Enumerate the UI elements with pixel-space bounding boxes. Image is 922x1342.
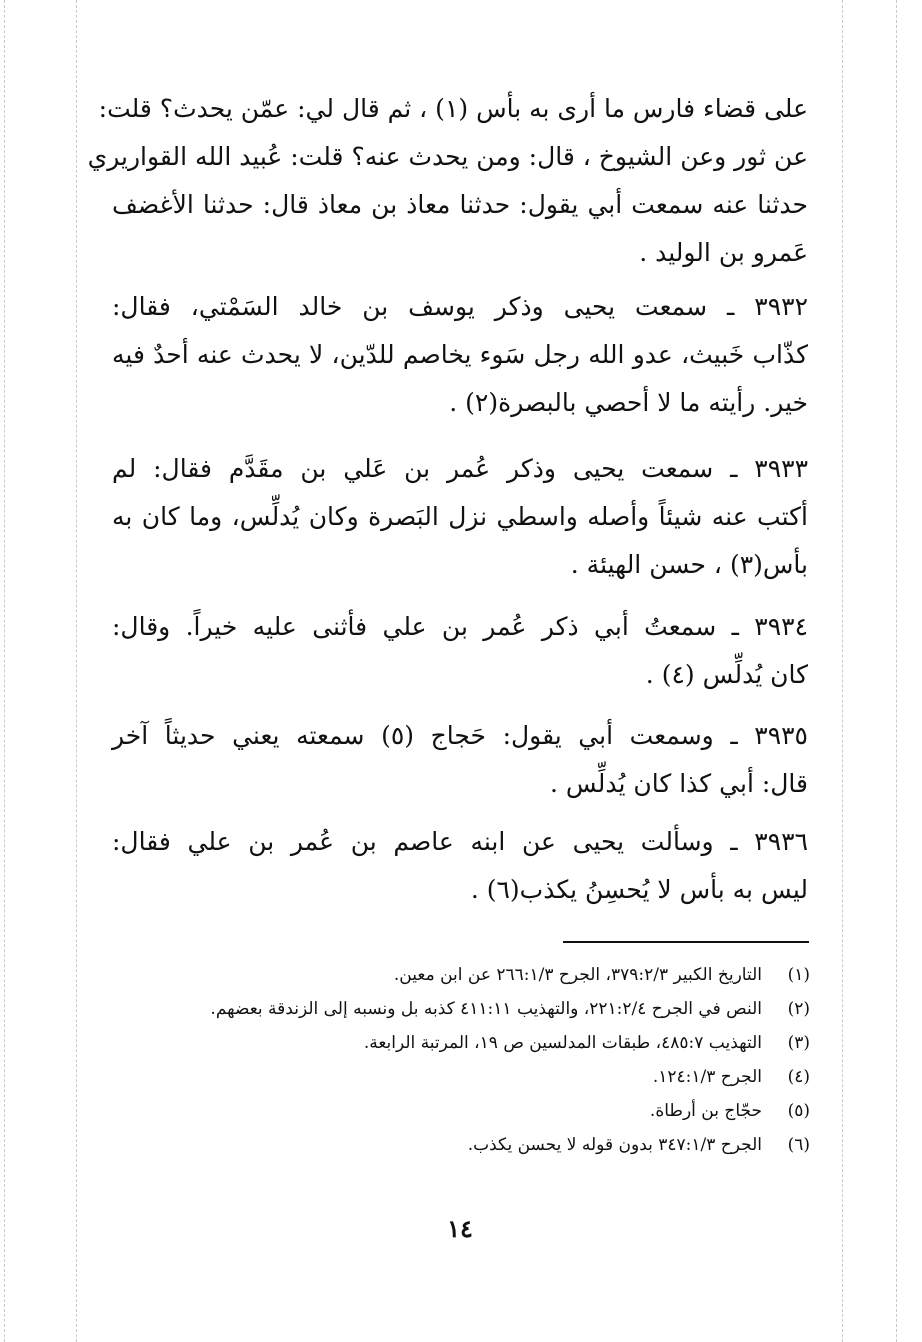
page-number: ١٤ <box>447 1214 473 1243</box>
text-line: عن ثور وعن الشيوخ ، قال: ومن يحدث عنه؟ قلت: عُبيد الله القواريري <box>87 142 808 171</box>
footnote <box>130 958 810 992</box>
text-line: ٣٩٣٤ ـ سمعتُ أبي ذكر عُمر بن علي فأثنى عليه خيراً. وقال: <box>112 612 808 641</box>
footnote-number: (٤) <box>787 1067 810 1087</box>
text-line: ٣٩٣٦ ـ وسألت يحيى عن ابنه عاصم بن عُمر بن علي فقال: <box>112 827 808 856</box>
entry-3933 <box>112 445 808 589</box>
footnote-number: (٦) <box>787 1135 810 1155</box>
text-line: على قضاء فارس ما أرى به بأس (١) ، ثم قال لي: عمّن يحدث؟ قلت: <box>98 94 808 123</box>
footnote-text: النص في الجرح ٢٢١:٢/٤، والتهذيب ٤١١:١١ كذبه بل ونسبه إلى الزندقة بعضهم. <box>210 999 762 1019</box>
text-line: ٣٩٣٣ ـ سمعت يحيى وذكر عُمر بن عَلي بن مقَدَّم فقال: لم <box>112 454 808 483</box>
entry-3935 <box>112 712 808 808</box>
footnote-number: (٢) <box>787 999 810 1019</box>
text-line: عَمرو بن الوليد . <box>639 238 808 267</box>
footnote-separator <box>563 941 809 943</box>
text-line: خير. رأيته ما لا أحصي بالبصرة(٢) . <box>449 388 808 417</box>
footnote-text: الجرح ١٢٤:١/٣. <box>652 1067 762 1087</box>
text-line: قال: أبي كذا كان يُدلِّس . <box>550 769 808 798</box>
text-line: حدثنا عنه سمعت أبي يقول: حدثنا معاذ بن معاذ قال: حدثنا الأغضف <box>112 190 808 219</box>
entry-3932 <box>112 283 808 427</box>
footnotes <box>130 958 810 1162</box>
footnote <box>130 992 810 1026</box>
entry-3934 <box>112 603 808 699</box>
footnote-text: التاريخ الكبير ٣٧٩:٢/٣، الجرح ٢٦٦:١/٣ عن ابن معين. <box>393 965 762 985</box>
text-line: ٣٩٣٢ ـ سمعت يحيى وذكر يوسف بن خالد السَمْتي، فقال: <box>112 292 808 321</box>
footnote-number: (٣) <box>787 1033 810 1053</box>
margin-guide <box>76 0 77 1342</box>
entry-3936 <box>112 818 808 914</box>
footnote-number: (١) <box>787 965 810 985</box>
footnote <box>130 1060 810 1094</box>
margin-guide <box>896 0 897 1342</box>
margin-guide <box>4 0 5 1342</box>
text-line: أكتب عنه شيئاً وأصله واسطي نزل البَصرة وكان يُدلِّس، وما كان به <box>112 502 808 531</box>
text-line: ليس به بأس لا يُحسِنُ يكذب(٦) . <box>470 875 808 904</box>
text-line: كذّاب خَبيث، عدو الله رجل سَوء يخاصم للدّين، لا يحدث عنه أحدٌ فيه <box>112 340 808 369</box>
footnote <box>130 1128 810 1162</box>
footnote-text: التهذيب ٤٨٥:٧، طبقات المدلسين ص ١٩، المرتبة الرابعة. <box>363 1033 762 1053</box>
paragraph-continuation <box>87 85 808 277</box>
margin-guide <box>842 0 843 1342</box>
footnote <box>130 1026 810 1060</box>
footnote-text: الجرح ٣٤٧:١/٣ بدون قوله لا يحسن يكذب. <box>467 1135 762 1155</box>
footnote <box>130 1094 810 1128</box>
text-line: كان يُدلِّس (٤) . <box>645 660 808 689</box>
footnote-text: حجّاج بن أرطاة. <box>649 1101 762 1121</box>
text-line: ٣٩٣٥ ـ وسمعت أبي يقول: حَجاج (٥) سمعته يعني حديثاً آخر <box>112 721 808 750</box>
text-line: بأس(٣) ، حسن الهيئة . <box>570 550 808 579</box>
footnote-number: (٥) <box>787 1101 810 1121</box>
